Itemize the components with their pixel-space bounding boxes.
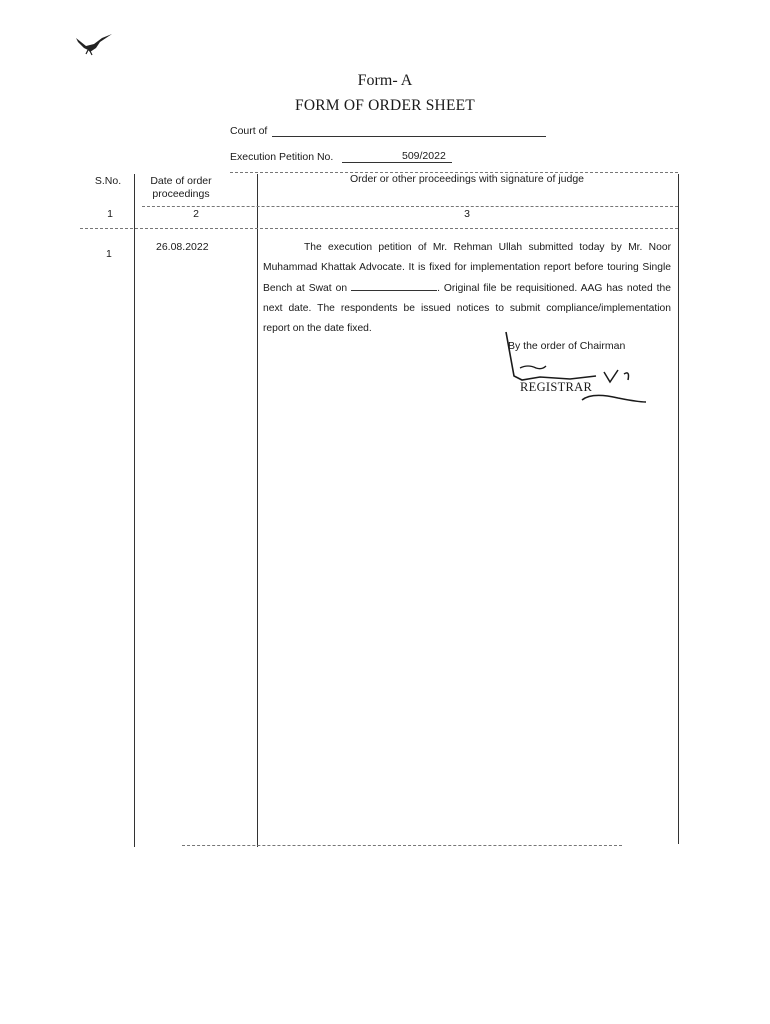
page-title: FORM OF ORDER SHEET xyxy=(295,97,475,114)
header-date-of-order: Date of order proceedings xyxy=(150,175,212,200)
signoff-text: By the order of Chairman xyxy=(508,340,626,352)
court-label: Court of xyxy=(230,125,268,137)
petition-label: Execution Petition No. xyxy=(230,151,334,163)
emblem-mark-icon xyxy=(72,32,116,56)
court-blank-line xyxy=(272,136,546,137)
table-divider-1 xyxy=(134,174,135,847)
petition-blank-line xyxy=(342,162,452,163)
table-bottom-rule xyxy=(182,845,622,846)
petition-number: 509/2022 xyxy=(402,150,446,162)
header-order-proceedings: Order or other proceedings with signature of judge xyxy=(349,173,585,185)
table-right-border xyxy=(678,174,679,844)
order-text-part-1: The execution petition of Mr. Rehman Ullah submitted today by Mr. Noor Muhammad Khattak Advocate. It is fixed for implementation report before touring Single Bench at Swat on xyxy=(263,242,671,294)
header-rule xyxy=(142,206,678,207)
header-serial-no: S.No. xyxy=(94,175,122,187)
order-text xyxy=(263,238,671,339)
row-serial-number: 1 xyxy=(106,248,112,260)
order-text-part-2: . Original file be requisitioned. AAG has noted the next date. The respondents be issued notices to submit compliance/implementation report on the date fixed. xyxy=(263,282,671,335)
hearing-date-blank xyxy=(351,280,437,291)
registrar-title: REGISTRAR xyxy=(520,380,593,394)
table-divider-2 xyxy=(257,174,258,847)
column-number-1: 1 xyxy=(107,208,113,220)
form-label: Form- A xyxy=(357,72,413,89)
column-number-rule xyxy=(80,228,678,229)
row-order-date: 26.08.2022 xyxy=(156,241,209,253)
column-number-2: 2 xyxy=(193,208,199,220)
column-number-3: 3 xyxy=(464,208,470,220)
